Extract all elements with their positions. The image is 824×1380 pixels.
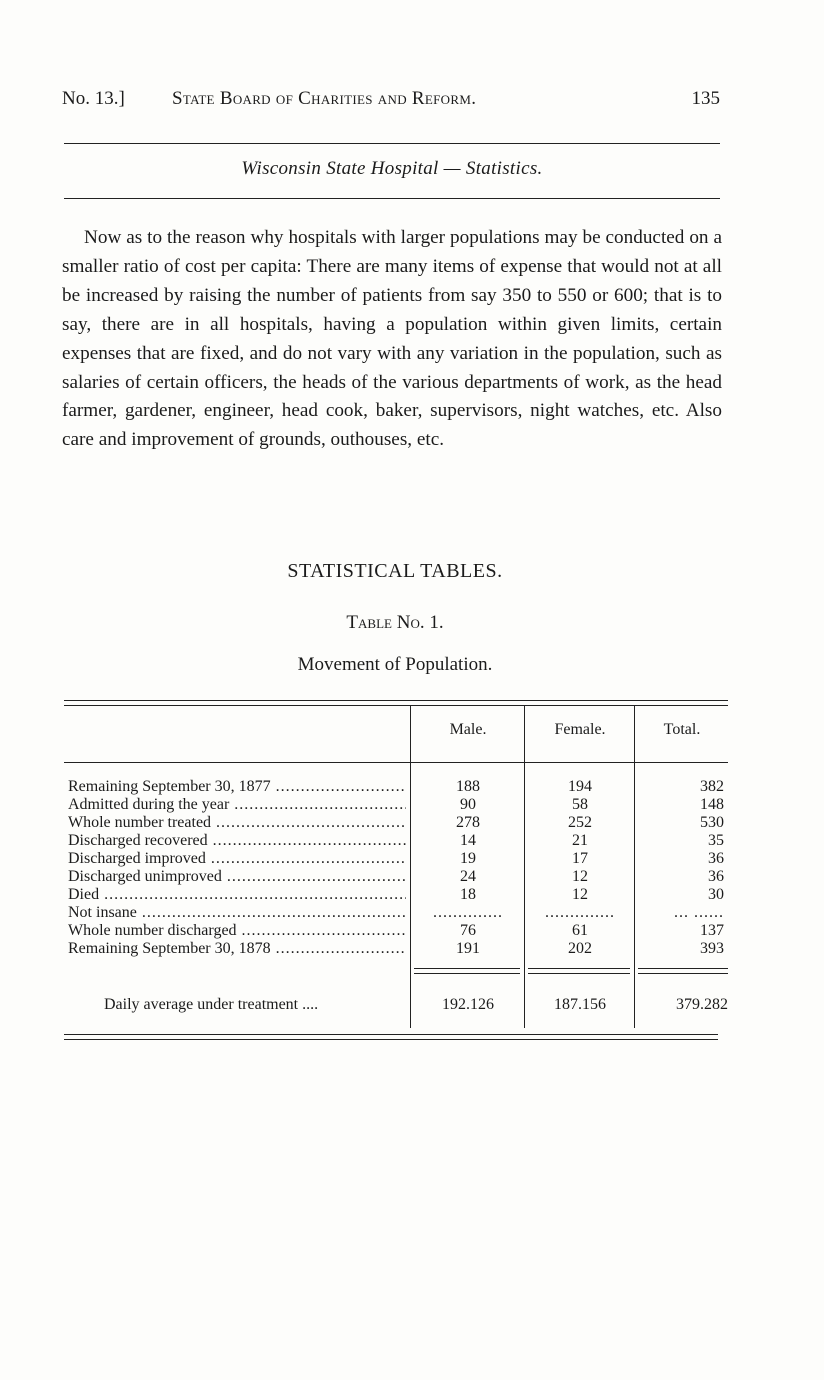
male-sum-rule xyxy=(414,968,520,969)
female-sum-rule-2 xyxy=(528,973,630,974)
header-total: Total. xyxy=(663,721,701,738)
table-top-rule xyxy=(64,700,728,701)
table-caption: Movement of Population. xyxy=(297,654,493,675)
female-value: 21 xyxy=(572,832,588,849)
total-sum-rule xyxy=(638,968,728,969)
female-value: 12 xyxy=(572,868,588,885)
male-value: 191 xyxy=(456,940,480,957)
daily-average-female: 187.156 xyxy=(554,996,606,1013)
table-row xyxy=(64,922,728,940)
header-male: Male. xyxy=(449,721,487,738)
header-rule xyxy=(64,143,720,144)
row-label: Whole number treated ..... xyxy=(68,814,406,832)
female-value: 58 xyxy=(572,796,588,813)
table-number: Table No. 1. xyxy=(346,612,444,633)
statistical-tables-heading: STATISTICAL TABLES. xyxy=(287,560,503,582)
total-value: 36 xyxy=(708,868,724,885)
table-row xyxy=(64,868,728,886)
male-value: 278 xyxy=(456,814,480,831)
total-sum-rule-2 xyxy=(638,973,728,974)
female-value: 12 xyxy=(572,886,588,903)
row-label: Not insane ..... xyxy=(68,904,406,922)
total-value: 30 xyxy=(708,886,724,903)
total-value: 36 xyxy=(708,850,724,867)
male-value: 76 xyxy=(460,922,476,939)
table-top-rule-2 xyxy=(64,705,728,706)
table-row xyxy=(64,796,728,814)
population-table xyxy=(64,700,728,1045)
header-rule xyxy=(64,762,728,763)
total-value: 35 xyxy=(708,832,724,849)
total-value: 530 xyxy=(700,814,724,831)
row-label: Discharged recovered ..... xyxy=(68,832,406,850)
running-head-title: State Board of Charities and Reform. xyxy=(172,88,477,109)
total-leader-dots: ... ...... xyxy=(674,904,724,921)
table-row xyxy=(64,940,728,958)
row-label: Discharged unimproved ..... xyxy=(68,868,406,886)
daily-average-row xyxy=(64,996,728,1018)
total-value: 148 xyxy=(700,796,724,813)
daily-average-label: Daily average under treatment .... xyxy=(104,996,319,1013)
total-value: 382 xyxy=(700,778,724,795)
female-value: 202 xyxy=(568,940,592,957)
table-row xyxy=(64,778,728,796)
section-title-rule xyxy=(64,198,720,199)
row-label: Whole number discharged ..... xyxy=(68,922,406,940)
table-row xyxy=(64,904,728,922)
male-value: 19 xyxy=(460,850,476,867)
male-leader-dots: .............. xyxy=(433,904,503,921)
male-value: 90 xyxy=(460,796,476,813)
table-row xyxy=(64,850,728,868)
row-label: Remaining September 30, 1877 ..... xyxy=(68,778,406,796)
female-value: 252 xyxy=(568,814,592,831)
total-value: 393 xyxy=(700,940,724,957)
page-number: 135 xyxy=(691,88,720,109)
daily-average-male: 192.126 xyxy=(442,996,494,1013)
female-value: 61 xyxy=(572,922,588,939)
daily-average-total: 379.282 xyxy=(676,996,728,1013)
total-value: 137 xyxy=(700,922,724,939)
row-label: Admitted during the year ..... xyxy=(68,796,406,814)
female-value: 194 xyxy=(568,778,592,795)
table-bottom-rule xyxy=(64,1034,718,1035)
female-sum-rule xyxy=(528,968,630,969)
row-label: Remaining September 30, 1878 ..... xyxy=(68,940,406,958)
row-label: Died ..... xyxy=(68,886,406,904)
body-paragraph: Now as to the reason why hospitals with larger populations may be conducted on a smaller ratio of cost per capita: There are many items of expense that would not at all be increased by raising the number of patients from say 350 to 550 or 600; that is to say, there are in all hospitals, having a population within given limits, certain expenses that are fixed, and do not vary with any variation in the population, such as salaries of certain officers, the heads of the various departments of work, as the head farmer, gardener, engineer, head cook, baker, supervisors, night watches, etc. Also care and improvement of grounds, outhouses, etc. xyxy=(62,227,722,451)
female-value: 17 xyxy=(572,850,588,867)
male-value: 188 xyxy=(456,778,480,795)
report-number: No. 13.] xyxy=(62,88,125,109)
row-label: Discharged improved ..... xyxy=(68,850,406,868)
male-value: 14 xyxy=(460,832,476,849)
female-leader-dots: .............. xyxy=(545,904,615,921)
section-title: Wisconsin State Hospital — Statistics. xyxy=(241,158,543,179)
header-female: Female. xyxy=(554,721,606,738)
table-row xyxy=(64,814,728,832)
table-body xyxy=(64,778,728,958)
table-bottom-rule-2 xyxy=(64,1039,718,1040)
male-sum-rule-2 xyxy=(414,973,520,974)
table-row xyxy=(64,886,728,904)
male-value: 18 xyxy=(460,886,476,903)
male-value: 24 xyxy=(460,868,476,885)
table-row xyxy=(64,832,728,850)
